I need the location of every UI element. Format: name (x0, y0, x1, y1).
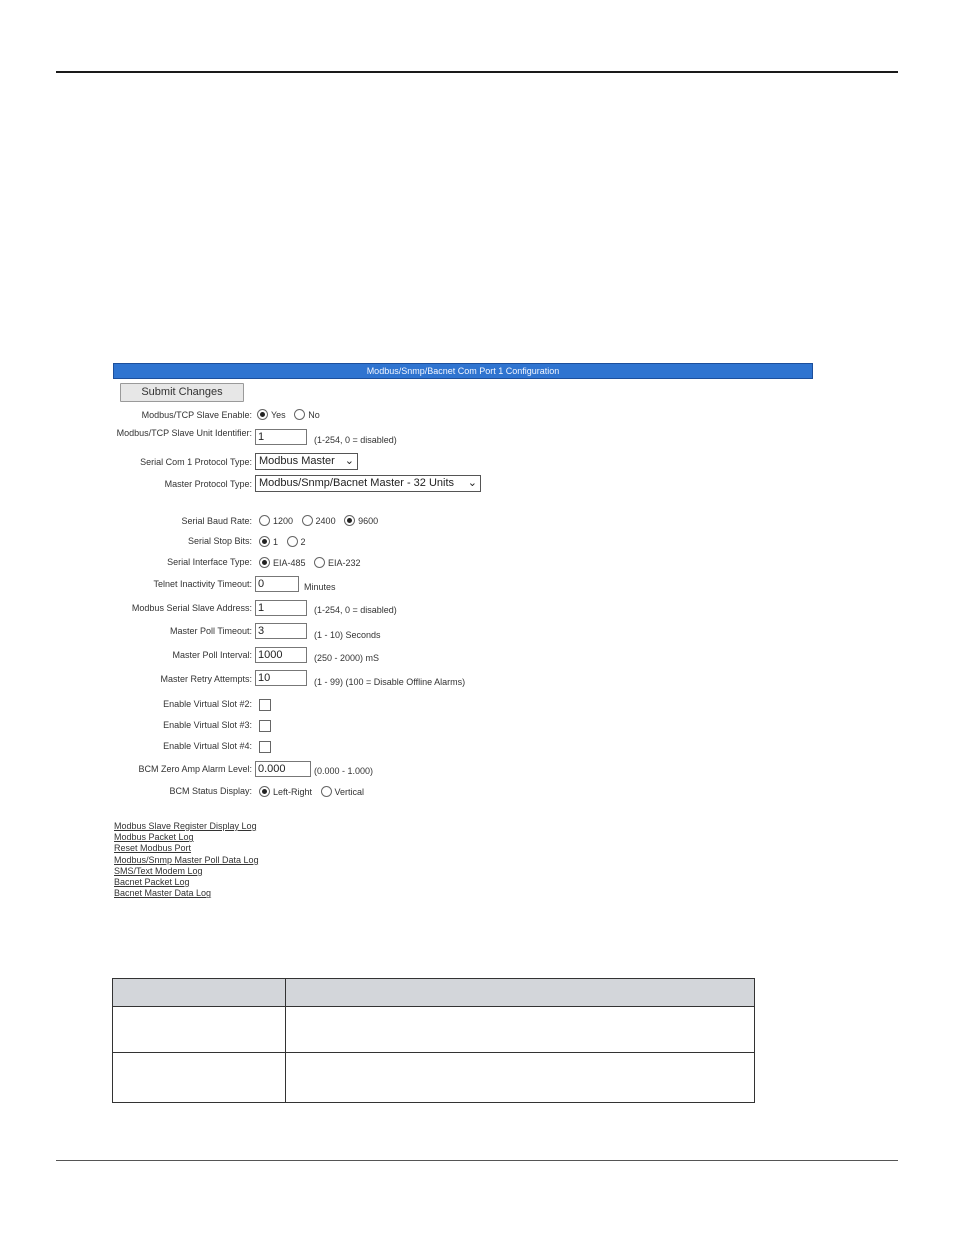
telnet-timeout-input[interactable] (255, 576, 299, 592)
bcm-zero-amp-label: BCM Zero Amp Alarm Level: (138, 764, 252, 774)
bcm-zero-amp-hint: (0.000 - 1.000) (314, 766, 374, 776)
serial-slave-address-input[interactable] (255, 600, 307, 616)
serial-slave-address-hint: (1-254, 0 = disabled) (314, 605, 397, 615)
link-sms-modem-log[interactable]: SMS/Text Modem Log (114, 865, 203, 876)
poll-interval-label: Master Poll Interval: (172, 650, 252, 660)
stop-bits-control: 1 2 (259, 536, 312, 547)
link-master-poll-data-log[interactable]: Modbus/Snmp Master Poll Data Log (114, 854, 259, 865)
baud-rate-label: Serial Baud Rate: (181, 516, 252, 526)
table-header-row (113, 979, 755, 1007)
page-top-rule (56, 71, 898, 73)
interface-type-label: Serial Interface Type: (167, 557, 252, 567)
left-right-radio[interactable] (259, 786, 270, 797)
telnet-timeout-hint: Minutes (304, 582, 336, 592)
virtual-slot-3-label: Enable Virtual Slot #3: (163, 720, 252, 730)
baud-9600-radio[interactable] (344, 515, 355, 526)
slave-unit-id-hint: (1-254, 0 = disabled) (314, 435, 397, 445)
table-cell (286, 1007, 755, 1053)
poll-timeout-hint: (1 - 10) Seconds (314, 630, 381, 640)
eia485-radio[interactable] (259, 557, 270, 568)
chevron-down-icon: ⌄ (467, 477, 477, 489)
virtual-slot-2-label: Enable Virtual Slot #2: (163, 699, 252, 709)
submit-changes-button[interactable]: Submit Changes (120, 383, 244, 402)
virtual-slot-2-checkbox[interactable] (259, 699, 271, 711)
poll-timeout-label: Master Poll Timeout: (169, 626, 252, 636)
table-header-cell (286, 979, 755, 1007)
link-slave-register-display-log[interactable]: Modbus Slave Register Display Log (114, 821, 257, 831)
config-title-bar: Modbus/Snmp/Bacnet Com Port 1 Configuration (113, 363, 813, 379)
retry-attempts-label: Master Retry Attempts: (160, 674, 252, 684)
slave-enable-no-radio[interactable] (294, 409, 305, 420)
retry-attempts-input[interactable] (255, 670, 307, 686)
table-row (113, 1007, 755, 1053)
serial-slave-address-label: Modbus Serial Slave Address: (131, 603, 252, 613)
table-cell (113, 1053, 286, 1103)
poll-interval-hint: (250 - 2000) mS (314, 653, 380, 663)
virtual-slot-3-checkbox[interactable] (259, 720, 271, 732)
baud-rate-control: 1200 2400 9600 (259, 515, 384, 526)
chevron-down-icon: ⌄ (344, 455, 354, 467)
slave-enable-label: Modbus/TCP Slave Enable: (141, 410, 252, 420)
table-row (113, 1053, 755, 1103)
document-table (112, 978, 755, 1103)
table-cell (286, 1053, 755, 1103)
link-reset-modbus-port[interactable]: Reset Modbus Port (114, 843, 192, 854)
telnet-timeout-label: Telnet Inactivity Timeout: (153, 579, 252, 589)
baud-1200-radio[interactable] (259, 515, 270, 526)
slave-enable-control: Yes No (257, 409, 326, 420)
bcm-status-display-label: BCM Status Display: (169, 786, 252, 796)
slave-enable-yes-radio[interactable] (257, 409, 268, 420)
table-header-cell (113, 979, 286, 1007)
page-bottom-rule (56, 1160, 898, 1161)
interface-type-control: EIA-485 EIA-232 (259, 557, 367, 568)
stop-bits-label: Serial Stop Bits: (187, 536, 252, 546)
bcm-status-display-control: Left-Right Vertical (259, 786, 370, 797)
link-modbus-packet-log[interactable]: Modbus Packet Log (114, 832, 194, 843)
link-bacnet-packet-log[interactable]: Bacnet Packet Log (114, 877, 190, 888)
virtual-slot-4-checkbox[interactable] (259, 741, 271, 753)
stop-bits-2-radio[interactable] (287, 536, 298, 547)
com1-protocol-label: Serial Com 1 Protocol Type: (140, 457, 252, 467)
master-protocol-label: Master Protocol Type: (164, 479, 252, 489)
com1-protocol-select[interactable]: Modbus Master ⌄ (255, 453, 358, 470)
master-protocol-select[interactable]: Modbus/Snmp/Bacnet Master - 32 Units ⌄ (255, 475, 481, 492)
bcm-zero-amp-input[interactable] (255, 761, 311, 777)
slave-unit-id-input[interactable] (255, 429, 307, 445)
stop-bits-1-radio[interactable] (259, 536, 270, 547)
link-bacnet-master-data-log[interactable]: Bacnet Master Data Log (114, 888, 212, 899)
poll-timeout-input[interactable] (255, 623, 307, 639)
table-cell (113, 1007, 286, 1053)
eia232-radio[interactable] (314, 557, 325, 568)
retry-attempts-hint: (1 - 99) (100 = Disable Offline Alarms) (314, 677, 466, 687)
slave-unit-id-label: Modbus/TCP Slave Unit Identifier: (116, 428, 252, 438)
baud-2400-radio[interactable] (302, 515, 313, 526)
vertical-radio[interactable] (321, 786, 332, 797)
virtual-slot-4-label: Enable Virtual Slot #4: (163, 741, 252, 751)
log-links (114, 821, 259, 899)
poll-interval-input[interactable] (255, 647, 307, 663)
